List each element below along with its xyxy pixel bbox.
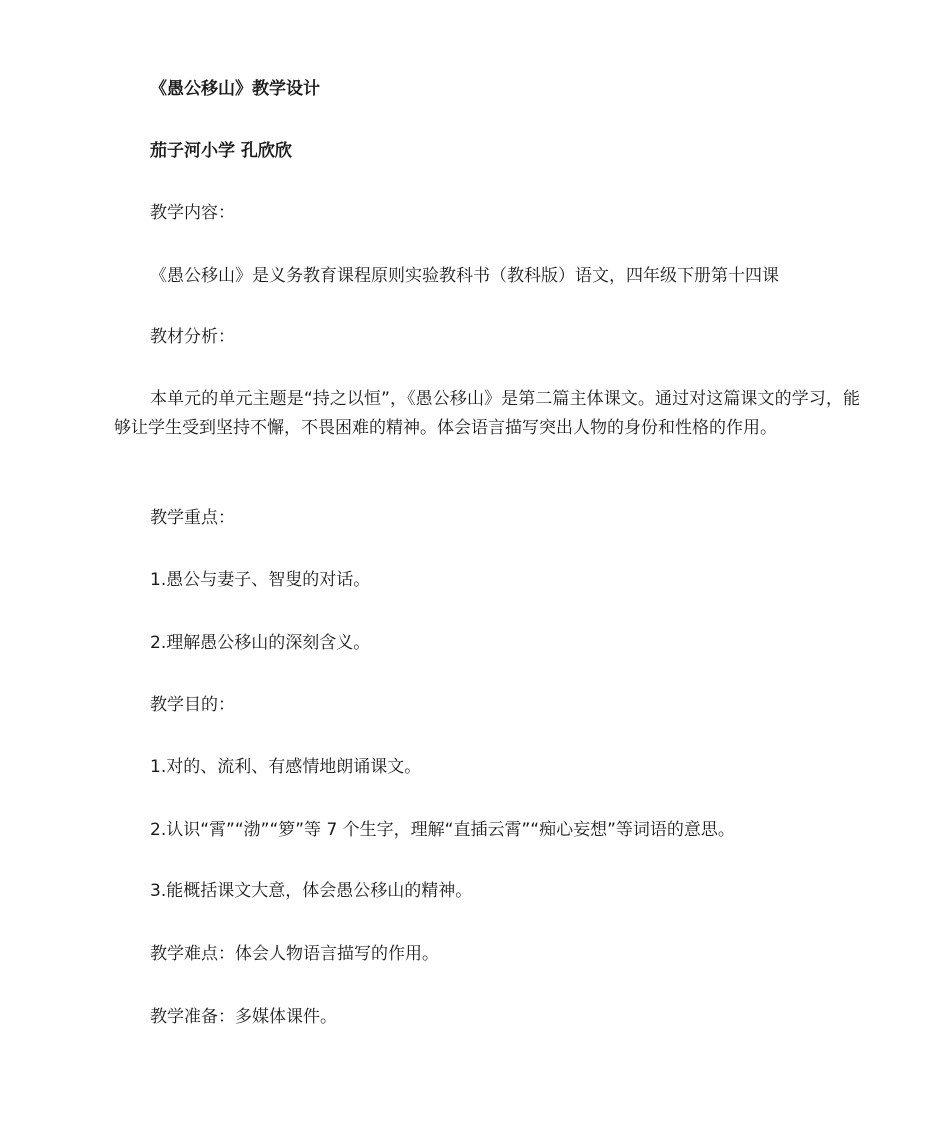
analysis-paragraph: 本单元的单元主题是“持之以恒”，《愚公移山》是第二篇主体课文。通过对这篇课文的学习，能够让学生受到坚持不懈，不畏困难的精神。体会语言描写突出人物的身份和性格的作用。 — [114, 389, 860, 438]
objective-item: 3.能概括课文大意，体会愚公移山的精神。 — [150, 881, 473, 901]
difficulty-line: 教学难点：体会人物语言描写的作用。 — [150, 944, 439, 964]
key-points-heading: 教学重点： — [150, 508, 235, 528]
preparation-line: 教学准备：多媒体课件。 — [150, 1007, 337, 1027]
content-text: 《愚公移山》是义务教育课程原则实验教科书（教科版）语文，四年级下册第十四课 — [150, 266, 779, 286]
author-line: 茄子河小学 孔欣欣 — [150, 141, 292, 161]
content-heading: 教学内容： — [150, 203, 235, 223]
key-point-item: 2.理解愚公移山的深刻含义。 — [150, 633, 371, 653]
analysis-heading: 教材分析： — [150, 327, 235, 347]
objective-item: 1.对的、流利、有感情地朗诵课文。 — [150, 757, 422, 777]
objective-item: 2.认识“霄”“渤”“箩”等 7 个生字，理解“直插云霄”“痴心妄想”等词语的意思。 — [150, 820, 735, 840]
document-title: 《愚公移山》教学设计 — [150, 79, 320, 99]
objectives-heading: 教学目的： — [150, 695, 235, 715]
key-point-item: 1.愚公与妻子、智叟的对话。 — [150, 570, 371, 590]
